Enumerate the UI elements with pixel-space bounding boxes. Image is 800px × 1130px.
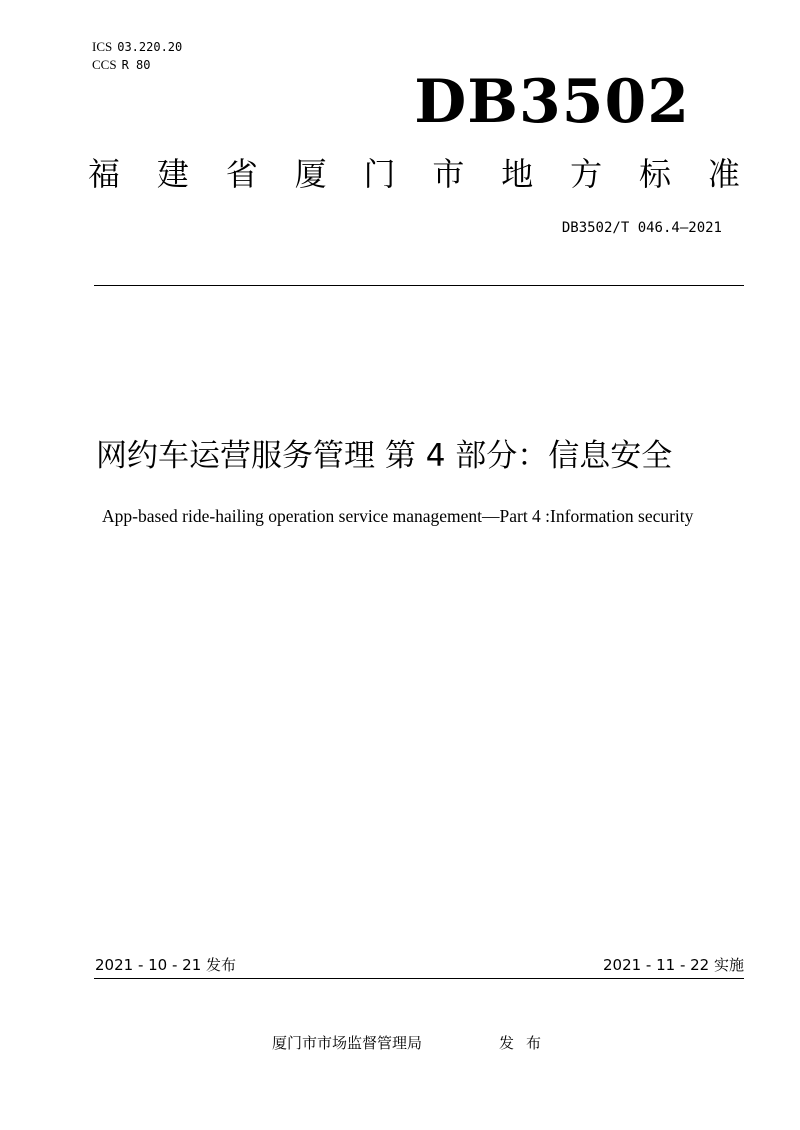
standard-logo: DB3502 — [414, 67, 690, 137]
ccs-value: R 80 — [121, 58, 151, 72]
heading-char: 方 — [570, 155, 603, 193]
document-title-english: App-based ride-hailing operation service management—Part 4 :Information security — [102, 506, 694, 526]
publisher-name: 厦门市市场监督管理局 — [272, 1034, 423, 1052]
heading-char: 门 — [363, 155, 396, 193]
heading-char: 福 — [88, 155, 121, 193]
issue-date: 2021 - 10 - 21 发布 — [95, 956, 237, 974]
standard-type-heading — [88, 152, 740, 196]
heading-char: 省 — [225, 155, 258, 193]
heading-char: 市 — [432, 155, 465, 193]
publish-label: 发布 — [499, 1034, 554, 1052]
ccs-row — [92, 56, 182, 74]
standard-number: DB3502/T 046.4—2021 — [561, 220, 722, 236]
heading-char: 标 — [639, 155, 672, 193]
ics-label: ICS — [92, 39, 113, 54]
heading-char: 地 — [501, 155, 534, 193]
heading-char: 厦 — [294, 155, 327, 193]
top-divider — [94, 285, 744, 286]
classification-block — [92, 38, 182, 74]
ccs-label: CCS — [92, 57, 117, 72]
bottom-divider — [94, 978, 744, 979]
heading-char: 准 — [707, 155, 740, 193]
ics-value: 03.220.20 — [117, 40, 183, 54]
heading-char: 建 — [156, 155, 189, 193]
document-title-chinese: 网约车运营服务管理 第 4 部分：信息安全 — [96, 438, 673, 474]
implementation-date: 2021 - 11 - 22 实施 — [602, 956, 744, 974]
ics-row — [92, 38, 182, 56]
